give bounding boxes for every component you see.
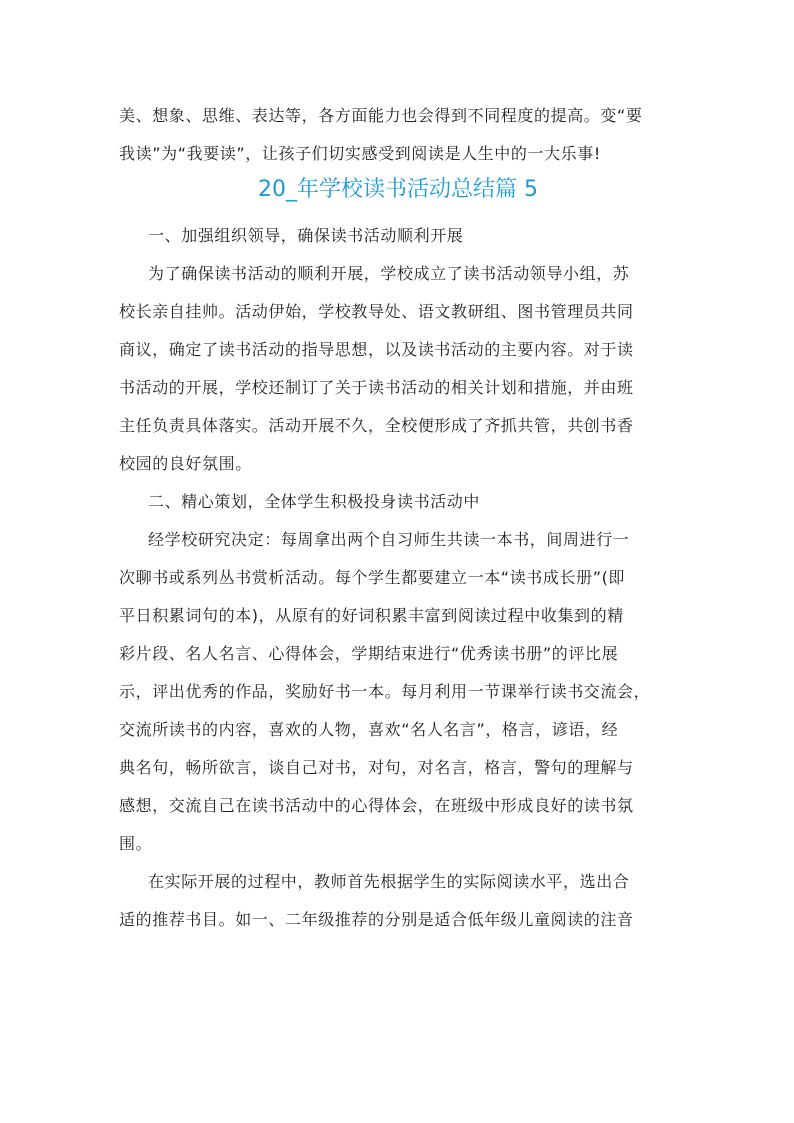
document-body: [119, 102, 677, 944]
section-heading: 一、加强组织领导，确保读书活动顺利开展: [148, 226, 464, 245]
paragraph-line: 围。: [119, 834, 153, 853]
paragraph-line: 经学校研究决定：每周拿出两个自习师生共读一本书，间周进行一: [148, 530, 630, 549]
section-heading: 二、精心策划，全体学生积极投身读书活动中: [148, 492, 481, 511]
paragraph-line: 美、想象、思维、表达等，各方面能力也会得到不同程度的提高。变“要: [119, 106, 643, 125]
paragraph-line: 书活动的开展，学校还制订了关于读书活动的相关计划和措施，并由班: [119, 378, 634, 397]
paragraph-line: 主任负责具体落实。活动开展不久，全校便形成了齐抓共管，共创书香: [119, 416, 634, 435]
paragraph-line: 为了确保读书活动的顺利开展，学校成立了读书活动领导小组，苏: [148, 264, 630, 283]
paragraph-line: 平日积累词句的本)，从原有的好词积累丰富到阅读过程中收集到的精: [119, 606, 624, 625]
paragraph-line: 商议，确定了读书活动的指导思想，以及读书活动的主要内容。对于读: [119, 340, 634, 359]
section-title: 20_年学校读书活动总结篇 5: [258, 177, 538, 202]
paragraph-line: 校园的良好氛围。: [119, 454, 252, 473]
paragraph-line: 感想，交流自己在读书活动中的心得体会，在班级中形成良好的读书氛: [119, 796, 634, 815]
paragraph-line: 示，评出优秀的作品，奖励好书一本。每月利用一节课举行读书交流会，: [119, 682, 651, 701]
paragraph-line: 适的推荐书目。如一、二年级推荐的分别是适合低年级儿童阅读的注音: [119, 910, 634, 929]
paragraph-line: 校长亲自挂帅。活动伊始，学校教导处、语文教研组、图书管理员共同: [119, 302, 634, 321]
paragraph-line: 我读”为“我要读”，让孩子们切实感受到阅读是人生中的一大乐事!: [119, 144, 601, 163]
paragraph-line: 次聊书或系列丛书赏析活动。每个学生都要建立一本“读书成长册”(即: [119, 568, 626, 587]
paragraph-line: 交流所读书的内容，喜欢的人物，喜欢“名人名言”，格言，谚语，经: [119, 720, 619, 739]
paragraph-line: 彩片段、名人名言、心得体会，学期结束进行“优秀读书册”的评比展: [119, 644, 619, 663]
paragraph-line: 在实际开展的过程中，教师首先根据学生的实际阅读水平，选出合: [148, 872, 630, 891]
paragraph-line: 典名句，畅所欲言，谈自己对书，对句，对名言，格言，警句的理解与: [119, 758, 634, 777]
